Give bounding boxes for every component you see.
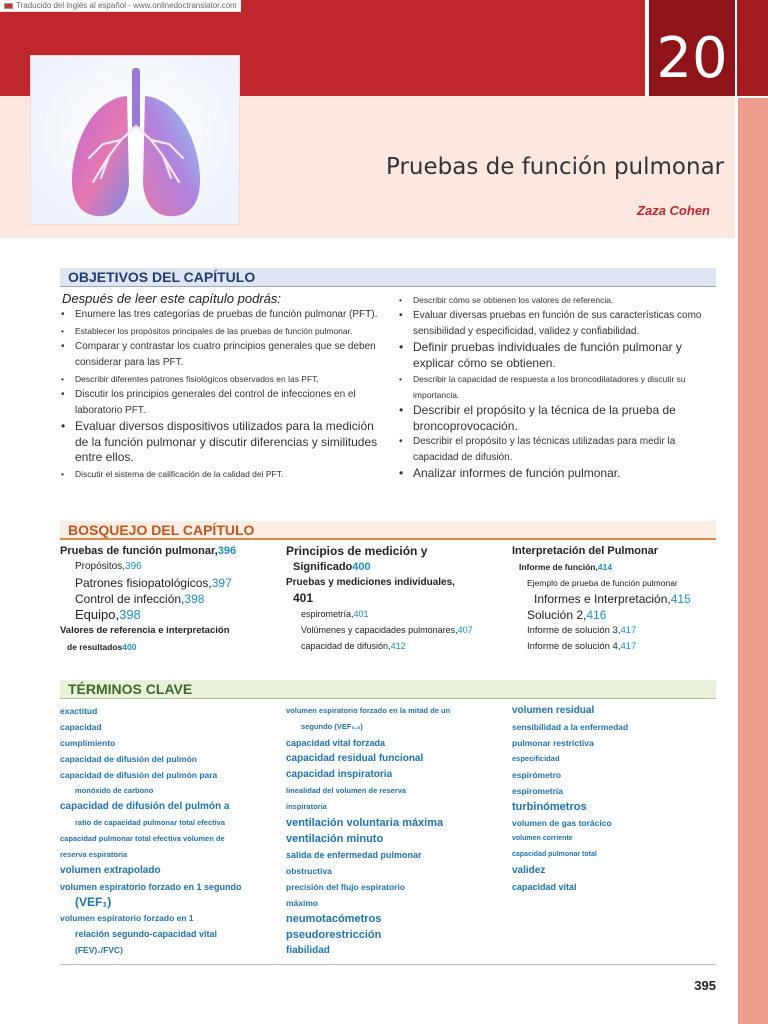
key-term[interactable]: capacidad de difusión del pulmón: [60, 754, 197, 764]
page-link[interactable]: 414: [597, 562, 613, 572]
page-link[interactable]: 400: [122, 642, 137, 652]
outline-section: Interpretación del Pulmonar: [512, 545, 659, 557]
key-term[interactable]: exactitud: [60, 706, 98, 716]
outline-item: [286, 638, 504, 654]
outline-column-1: [60, 543, 278, 655]
key-terms-column-1: [60, 703, 282, 958]
lungs-icon: [31, 56, 240, 225]
key-terms-column-2: [286, 703, 508, 959]
list-item: • Analizar informes de función pulmonar.: [398, 466, 714, 482]
outline-item-label: Propósitos,: [75, 561, 126, 572]
outline-item-label: espirometría,: [301, 609, 354, 619]
outline-item: [60, 607, 278, 623]
key-term[interactable]: cumplimiento: [60, 738, 116, 748]
list-item: • Evaluar diversas pruebas en función de sus características como sensibilidad y especificidad, validez y confiabilidad.: [398, 308, 714, 340]
lungs-illustration: [30, 55, 240, 225]
list-item: • Describir cómo se obtienen los valores de referencia.: [398, 292, 714, 308]
list-item: • Describir el propósito y la técnica de la prueba de broncoprovocación.: [398, 403, 714, 434]
key-term[interactable]: especificidad: [512, 754, 560, 763]
outline-item: [60, 591, 278, 607]
key-term[interactable]: reserva espiratoria: [60, 850, 128, 859]
key-term[interactable]: volumen espiratorio forzado en 1: [60, 913, 194, 923]
translator-banner[interactable]: [0, 0, 241, 12]
list-item: • Describir diferentes patrones fisiológicos observados en las PFT.: [60, 371, 380, 387]
list-item: • Evaluar diversos dispositivos utilizados para la medición de la función pulmonar y discutir diferencias y similitudes entre ellos.: [60, 419, 380, 466]
key-term[interactable]: validez: [512, 865, 546, 876]
list-item: • Enumere las tres categorías de pruebas de función pulmonar (PFT).: [60, 307, 380, 323]
outline-item: [286, 606, 504, 622]
outline-item: [60, 559, 278, 575]
key-term[interactable]: salida de enfermedad pulmonar: [286, 850, 422, 860]
page-link[interactable]: 401: [293, 591, 314, 605]
key-term[interactable]: máximo: [286, 898, 319, 908]
outline-section: Principios de medición y: [286, 544, 428, 558]
page-link[interactable]: 407: [457, 625, 473, 635]
corner-block: [737, 0, 768, 96]
key-term[interactable]: capacidad vital forzada: [286, 738, 386, 748]
key-term[interactable]: ventilación minuto: [286, 833, 384, 845]
outline-section-label: de resultados: [67, 642, 123, 652]
key-term[interactable]: capacidad vital: [512, 882, 577, 892]
list-item: • Discutir el sistema de calificación de la calidad del PFT.: [60, 466, 380, 482]
page-link[interactable]: 396: [217, 545, 237, 557]
outline-item: [512, 607, 732, 623]
outline-item-label: Control de infección,: [75, 592, 185, 606]
outline-item-label: capacidad de difusión,: [301, 641, 391, 651]
outline-item-label: Informe de solución 3,: [527, 625, 621, 636]
key-term[interactable]: capacidad residual funcional: [286, 753, 424, 764]
page-link[interactable]: 417: [620, 625, 637, 636]
translator-text[interactable]: Traducido del inglés al español - www.onlinedoctranslator.com: [16, 0, 237, 10]
page-link[interactable]: 398: [119, 607, 141, 622]
objectives-right-list: [398, 292, 714, 482]
key-term[interactable]: fiabilidad: [286, 945, 330, 956]
page-link[interactable]: 417: [620, 641, 637, 652]
key-term[interactable]: espirómetro: [512, 770, 562, 780]
outline-item: [60, 575, 278, 591]
side-stripe: [738, 98, 768, 1024]
outline-heading: BOSQUEJO DEL CAPÍTULO: [60, 521, 716, 540]
key-term[interactable]: capacidad pulmonar total: [512, 851, 597, 858]
outline-section: [286, 559, 504, 575]
page-link[interactable]: 397: [211, 576, 232, 590]
key-terms-column-3: [512, 703, 734, 895]
outline-column-2: [286, 543, 504, 654]
outline-item-label: Informes e Interpretación,: [534, 592, 671, 606]
key-term[interactable]: (FEV)₁/FVC): [75, 945, 123, 955]
page-link[interactable]: 400: [352, 561, 371, 573]
key-term[interactable]: volumen de gas torácico: [512, 818, 612, 828]
key-terms-heading: TÉRMINOS CLAVE: [60, 680, 716, 699]
outline-column-3: [512, 543, 732, 655]
page-link[interactable]: 401: [353, 609, 369, 619]
outline-section: [512, 559, 732, 575]
footer-divider: [60, 964, 716, 965]
outline-item: [286, 622, 504, 638]
outline-item-label: Equipo,: [75, 607, 120, 622]
key-term[interactable]: volumen residual: [512, 705, 595, 716]
outline-section: [60, 639, 278, 655]
key-term[interactable]: inspiratoria: [286, 802, 327, 811]
key-term[interactable]: capacidad pulmonar total efectiva volumen de: [60, 834, 225, 843]
page-link[interactable]: 412: [390, 641, 406, 651]
outline-section-label: Significado: [293, 561, 353, 573]
key-term[interactable]: capacidad de difusión del pulmón para: [60, 770, 218, 780]
outline-item: Ejemplo de prueba de función pulmonar: [527, 578, 678, 588]
outline-section: [60, 543, 278, 559]
objectives-heading: OBJETIVOS DEL CAPÍTULO: [60, 268, 716, 287]
key-term[interactable]: pseudorestricción: [286, 929, 382, 941]
key-term[interactable]: turbinómetros: [512, 801, 587, 813]
page-link[interactable]: 416: [586, 608, 607, 622]
chapter-author: Zaza Cohen: [637, 203, 710, 218]
key-term[interactable]: capacidad: [60, 722, 102, 732]
chapter-title: Pruebas de función pulmonar: [386, 154, 725, 180]
key-term[interactable]: pulmonar restrictiva: [512, 738, 594, 748]
key-term[interactable]: ventilación voluntaria máxima: [286, 817, 444, 829]
outline-item: [512, 591, 732, 607]
key-term[interactable]: monóxido de carbono: [75, 786, 154, 795]
key-term[interactable]: volumen espiratorio forzado en la mitad de un: [286, 706, 451, 715]
list-item: • Comparar y contrastar los cuatro principios generales que se deben considerar para las PFT.: [60, 339, 380, 371]
chapter-number: 20: [649, 0, 735, 96]
key-term[interactable]: precisión del flujo espiratorio: [286, 882, 406, 892]
outline-item-label: Volúmenes y capacidades pulmonares,: [301, 625, 458, 635]
page-link[interactable]: 398: [184, 592, 205, 606]
list-item: • Describir el propósito y las técnicas utilizadas para medir la capacidad de difusión.: [398, 434, 714, 466]
list-item: • Establecer los propósitos principales de las pruebas de función pulmonar.: [60, 323, 380, 339]
page-link[interactable]: 396: [125, 561, 142, 572]
key-term[interactable]: neumotacómetros: [286, 913, 382, 925]
key-term[interactable]: sensibilidad a la enfermedad: [512, 722, 629, 732]
key-term[interactable]: volumen extrapolado: [60, 865, 161, 876]
objectives-left-list: [60, 307, 380, 482]
outline-item-label: Patrones fisiopatológicos,: [75, 576, 212, 590]
outline-item: [512, 623, 732, 639]
outline-item: [512, 639, 732, 655]
key-term[interactable]: espirometría: [512, 786, 564, 796]
page-link[interactable]: 415: [670, 592, 691, 606]
translator-icon: [4, 3, 13, 9]
key-term[interactable]: (VEF₁): [75, 895, 112, 909]
key-term[interactable]: capacidad inspiratoria: [286, 769, 393, 780]
objectives-intro: Después de leer este capítulo podrás:: [62, 291, 281, 306]
key-term[interactable]: volumen corriente: [512, 835, 573, 842]
key-term[interactable]: capacidad de difusión del pulmón a: [60, 801, 230, 812]
key-term[interactable]: linealidad del volumen de reserva: [286, 786, 407, 795]
list-item: • Discutir los principios generales del control de infecciones en el laboratorio PFT.: [60, 387, 380, 419]
outline-section-label: Pruebas de función pulmonar,: [60, 545, 218, 557]
key-term[interactable]: ratio de capacidad pulmonar total efectiva: [75, 818, 226, 827]
list-item: • Describir la capacidad de respuesta a los broncodilatadores y discutir su importancia.: [398, 371, 714, 403]
key-term[interactable]: obstructiva: [286, 866, 332, 876]
key-term[interactable]: relación segundo-capacidad vital: [75, 929, 218, 939]
outline-item-label: Solución 2,: [527, 608, 587, 622]
key-term[interactable]: segundo (VEF₀.₅): [301, 722, 363, 731]
key-term[interactable]: volumen espiratorio forzado en 1 segundo: [60, 882, 242, 892]
outline-item-label: Informe de solución 4,: [527, 641, 621, 652]
list-item: • Definir pruebas individuales de función pulmonar y explicar cómo se obtienen.: [398, 340, 714, 371]
outline-section: Valores de referencia e interpretación: [60, 625, 230, 636]
page-number: 395: [694, 978, 716, 993]
outline-section: Pruebas y mediciones individuales,: [286, 577, 455, 588]
outline-section-label: Informe de función,: [519, 562, 598, 572]
